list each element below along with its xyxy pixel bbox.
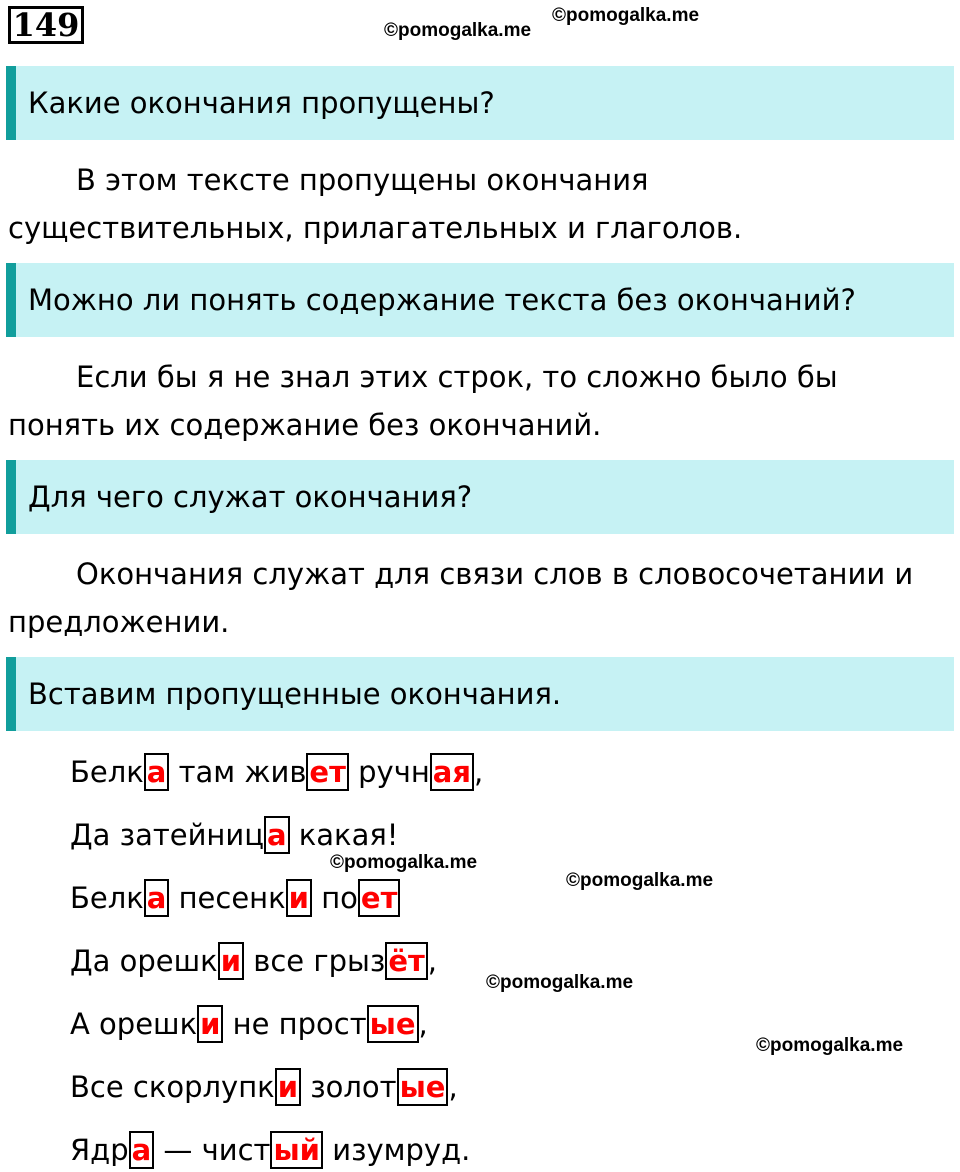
poem-text: А орешк [70, 1007, 198, 1041]
word-ending-box: ый [270, 1131, 323, 1169]
word-ending-box: и [286, 879, 312, 917]
word-ending-box: а [129, 1131, 155, 1169]
word-ending-box: и [218, 942, 244, 980]
poem-text: ручн [348, 755, 430, 789]
poem-text: Все скорлупк [70, 1070, 275, 1104]
question-bar: Какие окончания пропущены? [6, 66, 954, 140]
watermark: ©pomogalka.me [486, 972, 634, 993]
word-ending-box: и [197, 1005, 223, 1043]
word-ending-box: ая [430, 753, 474, 791]
word-ending-box: ёт [385, 942, 427, 980]
poem-line [70, 878, 400, 918]
poem-text: там жив [169, 755, 307, 789]
watermark: ©pomogalka.me [756, 1035, 904, 1056]
answer-line: предложении. [8, 605, 230, 639]
poem-line [70, 1130, 470, 1170]
word-ending-box: ые [397, 1068, 449, 1106]
poem-text: , [427, 944, 438, 978]
word-ending-box: ет [306, 753, 348, 791]
poem-line [70, 1004, 428, 1044]
poem-line [70, 815, 398, 855]
task-number: 149 [8, 6, 84, 44]
poem-text: какая! [289, 818, 399, 852]
answer-line: В этом тексте пропущены окончания [76, 163, 649, 197]
word-ending-box: ет [358, 879, 400, 917]
poem-text: Да затейниц [70, 818, 264, 852]
question-bar: Вставим пропущенные окончания. [6, 657, 954, 731]
poem-text: , [474, 755, 484, 789]
question-bar: Можно ли понять содержание текста без окончаний? [6, 263, 954, 337]
poem-text: все грыз [244, 944, 386, 978]
poem-text: изумруд. [323, 1133, 471, 1167]
answer-line: существительных, прилагательных и глаголов. [8, 211, 743, 245]
answer-line: Если бы я не знал этих строк, то сложно было бы [76, 360, 838, 394]
answer-paragraph [8, 353, 952, 449]
answer-paragraph [8, 156, 952, 252]
answer-line: понять их содержание без окончаний. [8, 408, 602, 442]
watermark: ©pomogalka.me [330, 852, 478, 873]
poem-line [70, 1067, 458, 1107]
watermark: ©pomogalka.me [566, 870, 714, 891]
word-ending-box: а [144, 879, 170, 917]
poem-text: Белк [70, 755, 144, 789]
poem-line [70, 752, 483, 792]
word-ending-box: а [264, 816, 290, 854]
poem-line [70, 941, 437, 981]
poem-text: не прост [223, 1007, 367, 1041]
watermark: ©pomogalka.me [552, 5, 700, 26]
poem-text: — чист [154, 1133, 271, 1167]
word-ending-box: ые [367, 1005, 419, 1043]
watermark: ©pomogalka.me [384, 20, 532, 41]
poem-text: песенк [169, 881, 286, 915]
question-bar: Для чего служат окончания? [6, 460, 954, 534]
answer-line: Окончания служат для связи слов в словосочетании и [76, 557, 914, 591]
word-ending-box: а [144, 753, 170, 791]
poem-text: Ядр [70, 1133, 129, 1167]
poem-text: золот [301, 1070, 397, 1104]
poem-text: , [418, 1007, 428, 1041]
answer-paragraph [8, 550, 952, 646]
word-ending-box: и [275, 1068, 301, 1106]
poem-text: по [312, 881, 358, 915]
poem-text: , [448, 1070, 458, 1104]
poem-text: Белк [70, 881, 144, 915]
poem-text: Да орешк [70, 944, 218, 978]
